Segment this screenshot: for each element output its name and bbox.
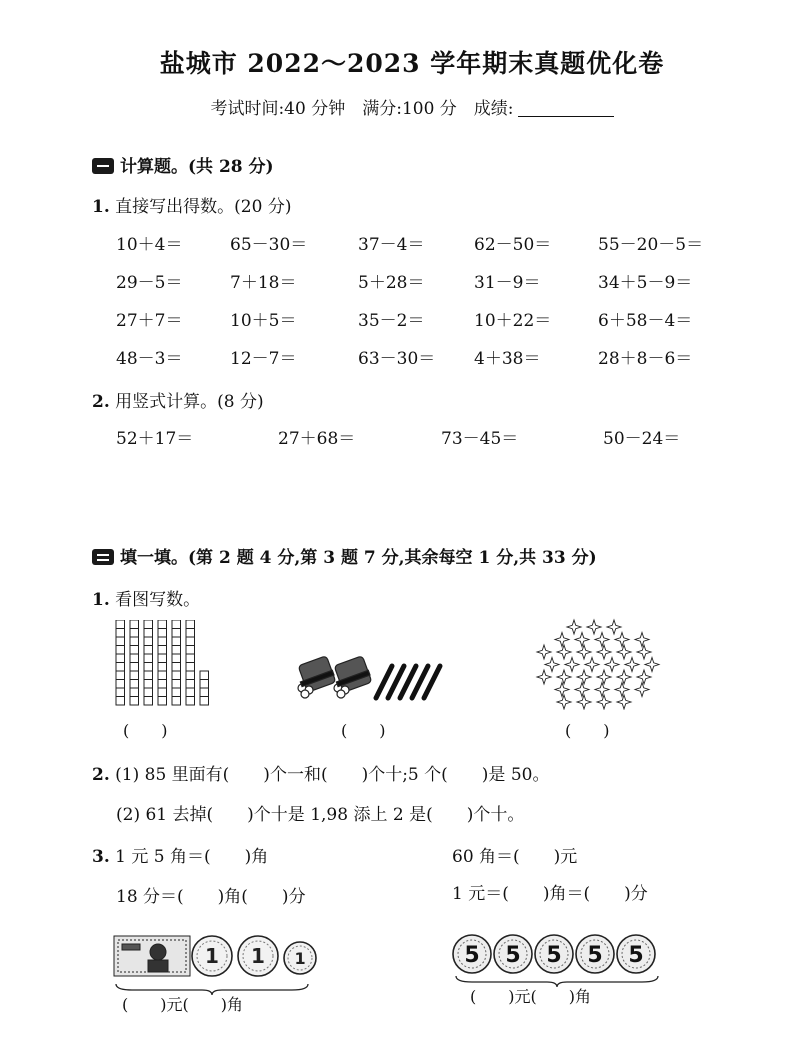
s1-q1-text: 直接写出得数。(20 分)	[115, 197, 292, 217]
s2-q2-line1-text[interactable]: (1) 85 里面有( )个一和( )个十;5 个( )是 50。	[115, 765, 550, 785]
svg-text:5: 5	[587, 943, 603, 968]
picture-answer-blank[interactable]: ( )	[341, 721, 386, 740]
money-right-answer[interactable]: ( )元( )角	[470, 987, 591, 1006]
exam-info-text: 考试时间:40 分钟 满分:100 分 成绩:	[210, 99, 514, 119]
coin-5-jiao	[576, 935, 614, 973]
exam-info	[0, 94, 794, 119]
picture-answer-blank[interactable]: ( )	[123, 721, 168, 740]
section-1-heading	[92, 152, 274, 177]
svg-text:5: 5	[546, 943, 562, 968]
s2-q3-a-text[interactable]: 1 元 5 角＝( )角	[115, 847, 269, 867]
calc-item[interactable]: 10＋22＝	[474, 311, 552, 331]
calc-item[interactable]: 10＋4＝	[116, 235, 183, 255]
money-left-image	[112, 932, 324, 988]
s2-q1-number: 1.	[92, 590, 110, 610]
s1-q2	[92, 387, 264, 412]
svg-text:1: 1	[251, 944, 265, 968]
vertical-calc-item[interactable]: 27＋68＝	[278, 429, 356, 449]
svg-text:1: 1	[205, 944, 219, 968]
coin-5-jiao	[494, 935, 532, 973]
s2-q2-line1	[92, 760, 549, 785]
calc-item[interactable]: 12－7＝	[230, 349, 297, 369]
vertical-calc-item[interactable]: 52＋17＝	[116, 429, 194, 449]
vertical-calc-item[interactable]: 73－45＝	[441, 429, 519, 449]
s2-q3-a	[92, 842, 268, 867]
svg-text:5: 5	[505, 943, 521, 968]
svg-text:5: 5	[464, 943, 480, 968]
calc-item[interactable]: 35－2＝	[358, 311, 425, 331]
picture-answer-blank[interactable]: ( )	[565, 721, 610, 740]
section-2-heading-text: 填一填。(第 2 题 4 分,第 3 题 7 分,其余每空 1 分,共 33 分)	[120, 548, 597, 568]
calc-item[interactable]: 55－20－5＝	[598, 235, 704, 255]
calc-item[interactable]: 29－5＝	[116, 273, 183, 293]
calc-item[interactable]: 10＋5＝	[230, 311, 297, 331]
calc-item[interactable]: 6＋58－4＝	[598, 311, 693, 331]
s2-q3-c[interactable]: 18 分＝( )角( )分	[116, 887, 306, 907]
score-blank[interactable]	[518, 116, 614, 117]
s1-q1-number: 1.	[92, 197, 110, 217]
calc-item[interactable]: 31－9＝	[474, 273, 541, 293]
s2-q3-b[interactable]: 60 角＝( )元	[452, 847, 578, 867]
svg-text:1: 1	[294, 949, 306, 968]
calc-item[interactable]: 63－30＝	[358, 349, 436, 369]
coin-1-jiao	[284, 942, 316, 974]
stick-bundles-image	[292, 650, 452, 710]
coin-5-jiao	[535, 935, 573, 973]
calc-item[interactable]: 28＋8－6＝	[598, 349, 693, 369]
stars-image	[528, 618, 668, 710]
s2-q2-line2[interactable]: (2) 61 去掉( )个十是 1,98 添上 2 是( )个十。	[116, 805, 525, 825]
s2-q1-text: 看图写数。	[115, 590, 201, 610]
calc-item[interactable]: 34＋5－9＝	[598, 273, 693, 293]
svg-text:5: 5	[628, 943, 644, 968]
section-2-icon	[92, 549, 114, 565]
calc-item[interactable]: 4＋38＝	[474, 349, 541, 369]
calc-item[interactable]: 48－3＝	[116, 349, 183, 369]
banknote	[114, 936, 190, 976]
coin-1-yuan	[192, 936, 232, 976]
coin-5-jiao	[453, 935, 491, 973]
calc-item[interactable]: 65－30＝	[230, 235, 308, 255]
calc-item[interactable]: 7＋18＝	[230, 273, 297, 293]
s2-q3-number: 3.	[92, 847, 110, 867]
coin-1-yuan	[238, 936, 278, 976]
calc-item[interactable]: 27＋7＝	[116, 311, 183, 331]
page-title: 盐城市 2022～2023 学年期末真题优化卷	[159, 49, 665, 78]
s1-q2-text: 用竖式计算。(8 分)	[115, 392, 264, 412]
s1-q1	[92, 192, 291, 217]
section-1-icon	[92, 158, 114, 174]
section-1-heading-text: 计算题。(共 28 分)	[120, 157, 274, 177]
vertical-calc-item[interactable]: 50－24＝	[603, 429, 681, 449]
s2-q3-d[interactable]: 1 元＝( )角＝( )分	[452, 884, 648, 904]
s2-q2-number: 2.	[92, 765, 110, 785]
place-value-blocks-image	[110, 620, 220, 710]
s1-q2-number: 2.	[92, 392, 110, 412]
coin-5-jiao	[617, 935, 655, 973]
calc-item[interactable]: 5＋28＝	[358, 273, 425, 293]
s2-q1	[92, 585, 200, 610]
calc-item[interactable]: 37－4＝	[358, 235, 425, 255]
money-left-answer[interactable]: ( )元( )角	[122, 995, 243, 1014]
calc-item[interactable]: 62－50＝	[474, 235, 552, 255]
section-2-heading	[92, 543, 597, 568]
